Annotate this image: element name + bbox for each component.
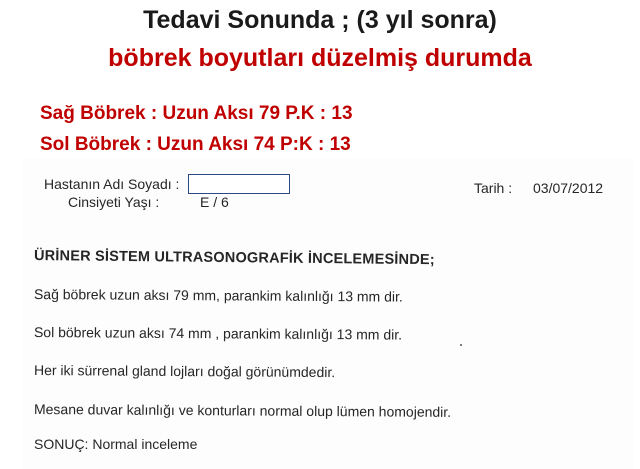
patient-name-label: Hastanın Adı Soyadı : <box>44 176 180 192</box>
report-heading: ÜRİNER SİSTEM ULTRASONOGRAFİK İNCELEMESİNDE; <box>33 248 435 269</box>
sex-age-label: Cinsiyeti Yaşı : <box>68 194 160 210</box>
slide-title: Tedavi Sonunda ; (3 yıl sonra) <box>143 6 497 34</box>
date-label: Tarih : <box>474 180 513 196</box>
finding-adrenal: Her iki sürrenal gland lojları doğal görünümdedir. <box>33 362 336 381</box>
date-value: 03/07/2012 <box>533 180 604 196</box>
patient-name-redaction-box <box>188 174 290 194</box>
finding-left-kidney: Sol böbrek uzun aksı 74 mm , parankim kalınlığı 13 mm dir. <box>33 324 403 343</box>
report-conclusion: SONUÇ: Normal inceleme <box>34 436 198 452</box>
slide-subtitle: böbrek boyutları düzelmiş durumda <box>108 44 532 72</box>
sex-age-value: E / 6 <box>200 194 229 210</box>
finding-right-kidney: Sağ böbrek uzun aksı 79 mm, parankim kalınlığı 13 mm dir. <box>33 286 403 305</box>
scan-speck <box>460 344 462 346</box>
left-kidney-measurement: Sol Böbrek : Uzun Aksı 74 P:K : 13 <box>40 134 351 155</box>
right-kidney-measurement: Sağ Böbrek : Uzun Aksı 79 P.K : 13 <box>40 103 353 124</box>
finding-bladder: Mesane duvar kalınlığı ve konturları normal olup lümen homojendir. <box>33 401 452 420</box>
ultrasound-report-scan <box>22 158 634 469</box>
